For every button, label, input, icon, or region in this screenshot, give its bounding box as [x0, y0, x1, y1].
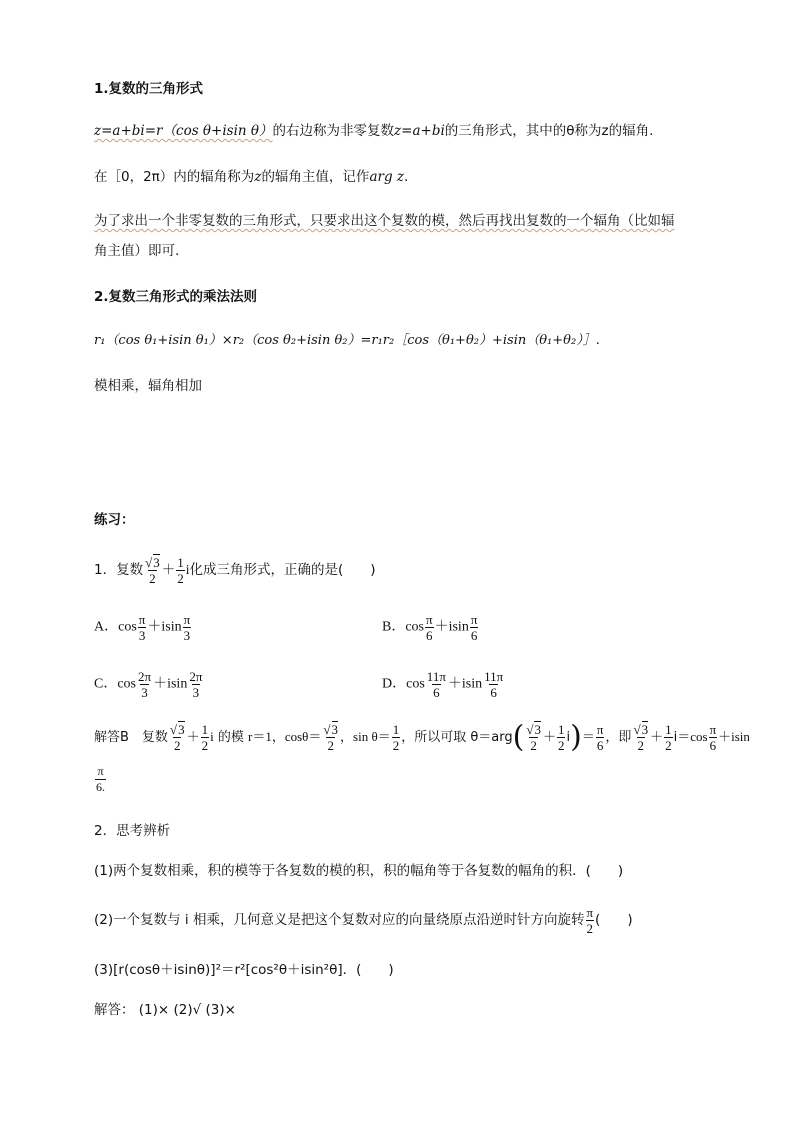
question-2-item-2: (2)一个复数与 i 相乘，几何意义是把这个复数对应的向量绕原点沿逆时针方向旋转 $\frac{\pi}{2}$ ( ) [94, 904, 633, 936]
line2-text-a: 在［0，2π）内的辐角称为 [94, 169, 255, 185]
line2-z: z [254, 169, 262, 185]
section1-para-line1: 为了求出一个非零复数的三角形式，只要求出这个复数的模，然后再找出复数的一个辐角（比如辐 [94, 213, 675, 229]
answer1-ji: ，即 [605, 730, 632, 745]
option-c-label: C． [94, 676, 118, 692]
answer-1: 解答B 复数 $\frac{√3}{2}$ ＋ $\frac{1}{2}$ i 的模 r＝1，cosθ＝ $\frac{√3}{2}$ ，sin θ＝ $\frac{1}{2}$ ，所以可取 θ＝arg( $\frac{√3}{2}$ ＋ $\frac{1}{2}$ i)＝ $\frac{\pi}{6}$ ，即 $\frac{√3}{2}$ ＋ $\frac{1}{2}$ i＝cos $\frac{\pi}{6}$ ＋isin [94, 719, 750, 755]
option-d-label: D． [382, 676, 407, 692]
line2-text-b: 的辐角主值，记作 [261, 169, 370, 185]
q1-suffix: 化成三角形式，正确的是( ) [189, 562, 376, 578]
answer1-eq: ＝ [581, 729, 595, 744]
question-1: 1．复数 $\frac{√3}{2}$ ＋ $\frac{1}{2}$ i化成三角形式，正确的是( ) [94, 554, 376, 586]
option-a[interactable]: A．cos $\frac{\pi}{3}$ ＋isin $\frac{\pi}{3}$ [94, 612, 191, 643]
question-2-item-1: (1)两个复数相乘，积的模等于各复数的模的积，积的幅角等于各复数的幅角的积．( ) [94, 863, 624, 879]
section2-note: 模相乘，辐角相加 [94, 378, 202, 394]
practice-title: 练习： [94, 512, 135, 528]
algebraic-form: z=a+bi [394, 123, 445, 139]
answer1-so: ，所以可取 θ＝arg [401, 730, 513, 745]
answer-1-continuation: $\frac{\pi}{6.}$ [96, 764, 105, 794]
answer1-end-den: 6. [96, 780, 105, 794]
line1-mid-text: 的右边称为非零复数 [272, 123, 395, 139]
answer-2: 解答： (1)× (2)√ (3)× [94, 1002, 236, 1018]
q2-2-paren: ( ) [595, 912, 633, 928]
section1-heading: 1.复数的三角形式 [94, 81, 204, 97]
question-2-item-3: (3)[r(cosθ＋isinθ)]²＝r²[cos²θ＋isin²θ]．( ) [94, 962, 394, 978]
option-b-label: B． [382, 619, 406, 635]
option-b[interactable]: B．cos $\frac{\pi}{6}$ ＋isin $\frac{\pi}{6}$ [382, 612, 478, 643]
fraction-1-over-2: $\frac{1}{2}$ [177, 554, 184, 586]
answer1-isin: ＋isin [718, 729, 750, 744]
answer1-r: r＝1，cosθ＝ [248, 729, 322, 744]
multiplication-formula: r₁（cos θ₁+isin θ₁）×r₂（cos θ₂+isin θ₂）=r₁r₂［cos（θ₁+θ₂）+isin（θ₁+θ₂）］. [94, 333, 600, 348]
option-d[interactable]: D．cos $\frac{11\pi}{6}$ ＋isin $\frac{11\pi}{6}$ [382, 669, 504, 700]
trig-form-formula: z=a+bi=r（cos θ+isin θ） [94, 123, 273, 139]
fraction-sqrt3-over-2: $\frac{√3}{2}$ [145, 554, 160, 586]
section1-para-line2: 角主值）即可. [94, 243, 180, 259]
section2-heading: 2.复数三角形式的乘法法则 [94, 289, 258, 305]
section1-line2 [94, 167, 408, 187]
answer1-sin: ，sin θ＝ [340, 729, 391, 744]
answer1-eq2: ＝cos [677, 729, 708, 744]
option-a-label: A． [94, 619, 119, 635]
answer1-mod: 的模 [217, 730, 244, 745]
question-2-title: 2．思考辨析 [94, 823, 171, 839]
answer1-label: 解答B 复数 [94, 730, 168, 745]
q2-2-text: (2)一个复数与 i 相乘，几何意义是把这个复数对应的向量绕原点沿逆时针方向旋转 [94, 912, 585, 928]
option-c[interactable]: C．cos $\frac{2\pi}{3}$ ＋isin $\frac{2\pi}{3}$ [94, 669, 203, 700]
line2-text-c: . [404, 169, 409, 185]
line1-end-text: 的三角形式，其中的θ称为z的辐角. [444, 123, 654, 139]
imaginary-unit: i [185, 562, 190, 577]
q1-prefix: 1．复数 [94, 562, 144, 578]
section1-line1 [94, 121, 653, 141]
line2-arg: arg z [369, 169, 404, 185]
